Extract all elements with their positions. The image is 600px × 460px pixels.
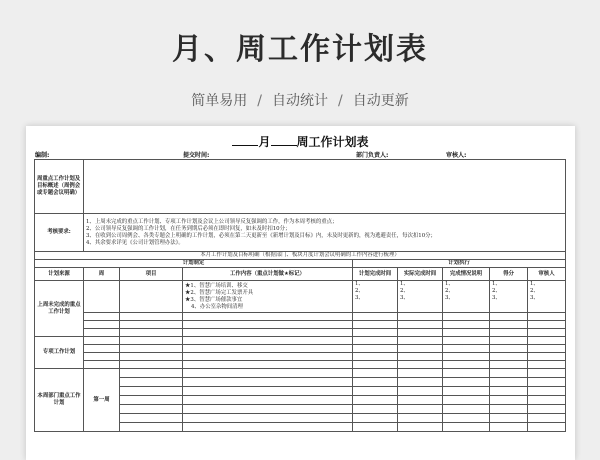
table-row	[35, 369, 566, 378]
subtitle-item-stats: 自动统计	[272, 93, 328, 109]
requirements-text: 1、上周未完成的重点工作计划、专项工作计划及会议上公司领导反复强调的工作，作为本周考核的重点； 2、公司领导反复强调的工作计划，在任务到期后必须在即时回复，如未及时扣10分； 3、在收到公司周例会、各类专题会上明确的工作计划，必须在第二天更新至《新增计划及目标》内，未及时更新的，视为逃避责任，每次扣10分； 4、其余要求详见《公司计划管理办法》。	[84, 214, 566, 252]
unfinished-contents[interactable]: ★1、智慧广场培训、移交 ★2、智慧广场完工发票开具 ★3、智慧广场催款事宜 4、办公室杂物间清理	[183, 281, 353, 313]
unfinished-label: 上周未完成的重点工作计划	[35, 281, 84, 337]
col-source: 计划来源	[35, 268, 84, 281]
reviewer-numbers[interactable]: 1、 2、 3、	[528, 281, 566, 313]
table-row	[35, 321, 566, 329]
table-row	[35, 361, 566, 369]
plan-header: 计划制定	[35, 260, 353, 268]
spreadsheet-preview	[26, 126, 575, 460]
exec-header: 计划执行	[353, 260, 566, 268]
week-cell[interactable]	[84, 281, 120, 313]
table-row	[35, 313, 566, 321]
week1-label: 第一周	[84, 369, 120, 432]
col-reviewer: 审核人	[528, 268, 566, 281]
score-numbers[interactable]: 1、 2、 3、	[490, 281, 528, 313]
subtitle-item-update: 自动更新	[352, 93, 409, 109]
status-numbers[interactable]: 1、 2、 3、	[443, 281, 490, 313]
table-row	[35, 345, 566, 353]
plan-time-numbers[interactable]: 1、 2、 3、	[353, 281, 398, 313]
col-content: 工作内容（重点计划做★标记）	[183, 268, 353, 281]
reviewer-label: 审核人:	[446, 152, 467, 159]
dept-label: 本周部门重点工作计划	[35, 369, 84, 432]
dept-head-label: 部门负责人:	[356, 152, 389, 159]
special-label: 专项工作计划	[35, 337, 84, 369]
doc-title: 月 周工作计划表	[26, 133, 575, 150]
section-note: 本月工作计划及目标明确（根据部门、板块月度计划会议明确的工作内容进行梳理）	[35, 252, 566, 260]
col-status: 完成情况说明	[443, 268, 490, 281]
submit-time-label: 提交时间:	[183, 152, 210, 159]
subtitle-separator: /	[257, 93, 262, 109]
col-actual-time: 实际完成时间	[398, 268, 443, 281]
actual-time-numbers[interactable]: 1、 2、 3、	[398, 281, 443, 313]
requirements-label: 考核要求:	[35, 214, 84, 252]
col-item: 项目	[120, 268, 183, 281]
table-row	[35, 337, 566, 345]
author-label: 编制:	[35, 152, 50, 159]
col-score: 得分	[490, 268, 528, 281]
focus-content[interactable]	[84, 160, 566, 214]
focus-label: 周重点工作计划及目标概述（周例会或专题会议明确）	[35, 160, 84, 214]
plan-table	[34, 159, 566, 432]
subtitle-item-easy: 简单易用	[191, 93, 248, 109]
col-week: 周	[84, 268, 120, 281]
col-plan-time: 计划完成时间	[353, 268, 398, 281]
subtitle-separator: /	[338, 93, 343, 109]
hero-subtitle	[0, 90, 600, 110]
item-cell[interactable]	[120, 281, 183, 313]
table-row	[35, 329, 566, 337]
hero-title: 月、周工作计划表	[172, 32, 428, 67]
table-row	[35, 353, 566, 361]
